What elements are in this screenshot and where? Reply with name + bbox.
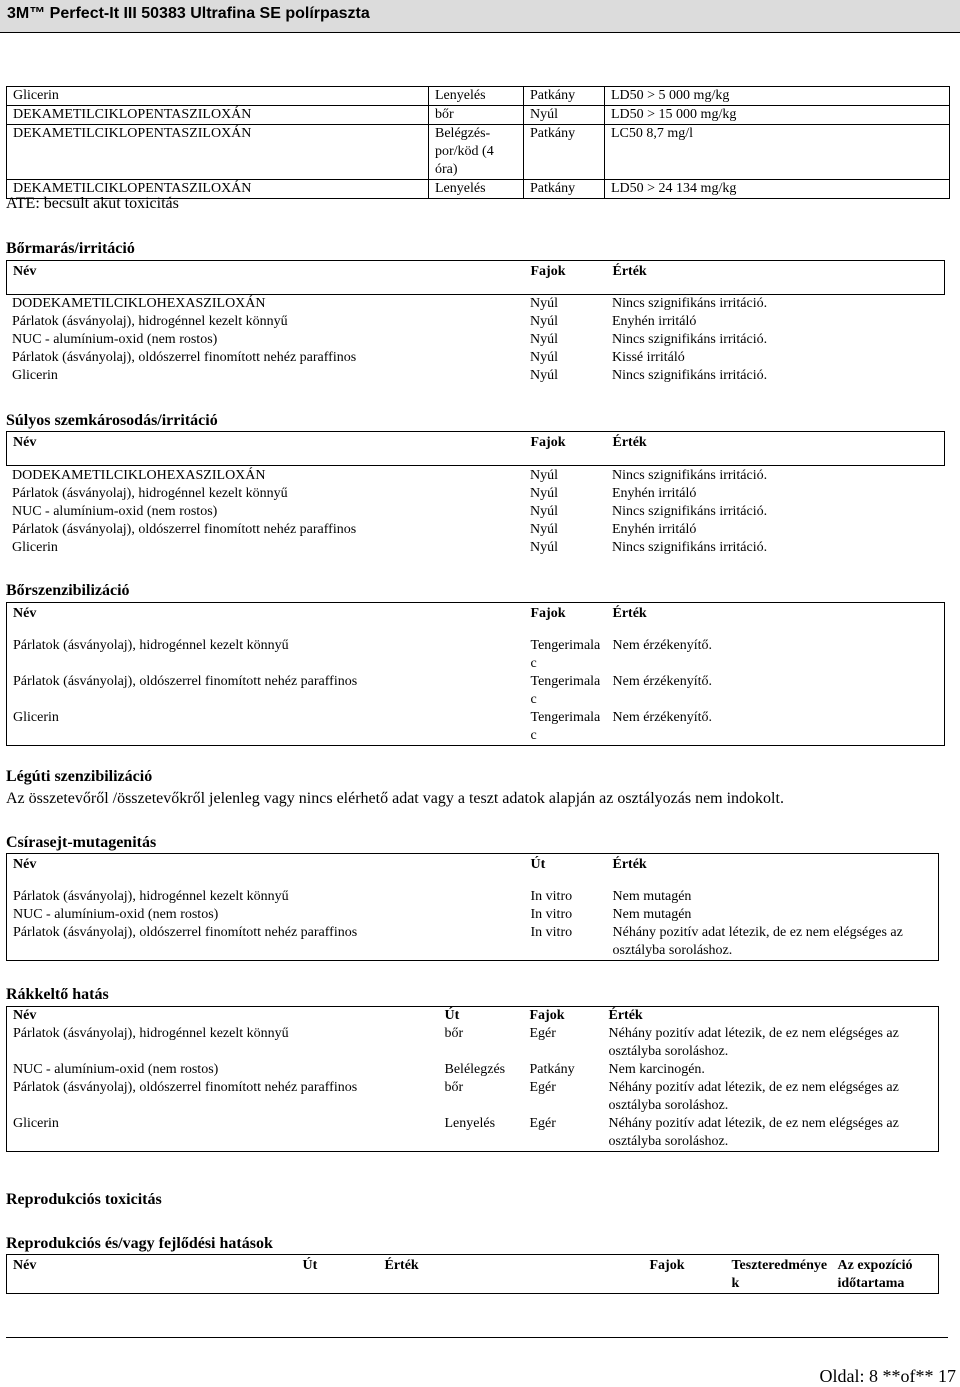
table-row (7, 906, 939, 924)
column-header: Út (302, 1258, 318, 1273)
species: Nyúl (530, 368, 558, 383)
value: Nem érzékenyítő. (612, 673, 713, 689)
route: In vitro (530, 924, 573, 940)
document-title: 3M™ Perfect-It III 50383 Ultrafina SE polírpaszta (7, 5, 370, 22)
acute-toxicity-table (6, 86, 950, 199)
section-title: Csírasejt-mutagenitás (6, 834, 157, 851)
table-row (7, 1025, 939, 1061)
column-header: Érték (612, 435, 647, 450)
value: Nem mutagén (612, 888, 692, 904)
species: Nyúl (530, 504, 558, 519)
value: Nincs szignifikáns irritáció. (612, 504, 768, 519)
table-row (6, 485, 944, 503)
species: Nyúl (530, 314, 558, 329)
species: Tengerimalac (530, 709, 601, 743)
column-header: Érték (612, 606, 647, 621)
route: Belélegzés (444, 1062, 506, 1077)
substance-name: NUC - alumínium-oxid (nem rostos) (13, 1062, 219, 1077)
table-header (7, 854, 939, 888)
substance-name: Glicerin (12, 368, 58, 383)
skin-irritation-table (6, 260, 945, 295)
species: Nyúl (530, 350, 558, 365)
table-header (7, 1007, 939, 1026)
table-row (6, 367, 944, 385)
table-row (7, 888, 939, 906)
table-row (7, 924, 939, 961)
value: Nincs szignifikáns irritáció. (612, 332, 768, 347)
substance-name: Párlatok (ásványolaj), oldószerrel finomított nehéz paraffinos (12, 522, 357, 537)
column-header: Név (13, 857, 37, 872)
table-row (7, 106, 950, 125)
species: Tengerimalac (530, 673, 601, 707)
table-row (7, 1061, 939, 1079)
eye-irritation-rows (6, 467, 944, 557)
table-row (6, 467, 944, 485)
value: LC50 8,7 mg/l (605, 125, 950, 180)
table-row (7, 1115, 939, 1152)
value: Nem karcinogén. (608, 1062, 705, 1077)
value: Nem mutagén (612, 906, 692, 922)
section-subtitle: Reprodukciós és/vagy fejlődési hatások (6, 1235, 273, 1252)
value: Nincs szignifikáns irritáció. (612, 468, 768, 483)
value: Enyhén irritáló (612, 314, 697, 329)
table-header (7, 432, 945, 466)
substance-name: Párlatok (ásványolaj), hidrogénnel kezelt könnyű (12, 486, 288, 501)
table-row (6, 313, 944, 331)
eye-irritation-table (6, 431, 945, 466)
species: Patkány (524, 180, 605, 199)
column-header: Teszteredmények (731, 1258, 828, 1291)
substance-name: Glicerin (7, 87, 429, 106)
respiratory-text: Az összetevőről /összetevőkről jelenleg vagy nincs elérhető adat vagy a teszt adatok alapján az osztályozás nem indokolt. (6, 790, 784, 807)
route: Lenyelés (429, 87, 524, 106)
route: In vitro (530, 906, 573, 922)
species: Egér (529, 1080, 556, 1095)
substance-name: DEKAMETILCIKLOPENTASZILOXÁN (7, 106, 429, 125)
substance-name: DEKAMETILCIKLOPENTASZILOXÁN (7, 180, 429, 199)
species: Nyúl (524, 106, 605, 125)
table-row (6, 503, 944, 521)
substance-name: Párlatok (ásványolaj), hidrogénnel kezelt könnyű (13, 1026, 289, 1041)
column-header: Fajok (530, 264, 566, 279)
route: bőr (429, 106, 524, 125)
value: LD50 > 5 000 mg/kg (605, 87, 950, 106)
substance-name: Glicerin (12, 540, 58, 555)
substance-name: Párlatok (ásványolaj), oldószerrel finomított nehéz paraffinos (12, 350, 357, 365)
column-header: Fajok (530, 606, 566, 621)
page-number: Oldal: 8 **of** 17 (819, 1366, 956, 1386)
table-row (7, 673, 945, 709)
section-title: Rákkeltő hatás (6, 986, 109, 1003)
route: Belégzés-por/köd (4 óra) (429, 125, 524, 180)
column-header: Név (13, 435, 37, 450)
route: Lenyelés (429, 180, 524, 199)
section-title: Súlyos szemkárosodás/irritáció (6, 412, 218, 429)
section-title: Bőrmarás/irritáció (6, 240, 135, 257)
value: Nem érzékenyítő. (612, 637, 713, 653)
footer-divider (6, 1337, 948, 1338)
column-header: Név (13, 606, 37, 621)
route: bőr (444, 1026, 464, 1041)
column-header: Érték (612, 264, 647, 279)
species: Nyúl (530, 486, 558, 501)
species: Tengerimalac (530, 637, 601, 671)
substance-name: DEKAMETILCIKLOPENTASZILOXÁN (7, 125, 429, 180)
species: Patkány (529, 1062, 575, 1077)
table-row (7, 709, 945, 746)
value: LD50 > 15 000 mg/kg (605, 106, 950, 125)
value: LD50 > 24 134 mg/kg (605, 180, 950, 199)
section-title: Bőrszenzibilizáció (6, 582, 130, 599)
substance-name: DODEKAMETILCIKLOHEXASZILOXÁN (12, 468, 266, 483)
table-row (7, 1079, 939, 1115)
column-header: Név (13, 264, 37, 279)
carcinogenicity-table (6, 1006, 939, 1152)
substance-name: NUC - alumínium-oxid (nem rostos) (12, 504, 218, 519)
value: Nincs szignifikáns irritáció. (612, 540, 768, 555)
table-header (7, 261, 945, 295)
table-row (6, 331, 944, 349)
column-header: Érték (608, 1008, 643, 1023)
value: Enyhén irritáló (612, 486, 697, 501)
value: Nincs szignifikáns irritáció. (612, 296, 768, 311)
mutagenicity-table (6, 853, 939, 961)
column-header: Út (530, 857, 546, 872)
route: In vitro (530, 888, 573, 904)
value: Néhány pozitív adat létezik, de ez nem elégséges az osztályba soroláshoz. (612, 924, 903, 958)
column-header: Fajok (649, 1258, 685, 1273)
value: Néhány pozitív adat létezik, de ez nem elégséges az osztályba soroláshoz. (608, 1116, 899, 1149)
route: bőr (444, 1080, 464, 1095)
species: Patkány (524, 125, 605, 180)
column-header: Név (13, 1258, 37, 1273)
value: Nem érzékenyítő. (612, 709, 713, 725)
ate-note: ATE: becsült akut toxicitás (6, 195, 179, 212)
substance-name: Glicerin (13, 1116, 59, 1131)
table-row (7, 637, 945, 673)
substance-name: Párlatok (ásványolaj), hidrogénnel kezelt könnyű (13, 637, 289, 653)
table-header (7, 1255, 939, 1294)
route: Lenyelés (444, 1116, 496, 1131)
table-row (6, 521, 944, 539)
document-header (0, 0, 960, 33)
skin-sensitization-table (6, 602, 945, 746)
table-row (6, 349, 944, 367)
value: Néhány pozitív adat létezik, de ez nem elégséges az osztályba soroláshoz. (608, 1080, 899, 1113)
column-header: Út (444, 1008, 460, 1023)
species: Patkány (524, 87, 605, 106)
value: Néhány pozitív adat létezik, de ez nem elégséges az osztályba soroláshoz. (608, 1026, 899, 1059)
column-header: Fajok (530, 435, 566, 450)
column-header: Érték (612, 857, 647, 872)
column-header: Érték (384, 1258, 419, 1273)
value: Kissé irritáló (612, 350, 685, 365)
value: Enyhén irritáló (612, 522, 697, 537)
substance-name: NUC - alumínium-oxid (nem rostos) (12, 332, 218, 347)
table-row (7, 87, 950, 106)
column-header: Név (13, 1008, 37, 1023)
species: Nyúl (530, 540, 558, 555)
species: Nyúl (530, 332, 558, 347)
species: Egér (529, 1026, 556, 1041)
section-title: Légúti szenzibilizáció (6, 768, 153, 785)
species: Nyúl (530, 468, 558, 483)
substance-name: DODEKAMETILCIKLOHEXASZILOXÁN (12, 296, 266, 311)
table-row (7, 125, 950, 180)
column-header: Az expozíció időtartama (837, 1258, 913, 1291)
table-row (6, 539, 944, 557)
substance-name: Párlatok (ásványolaj), hidrogénnel kezelt könnyű (13, 888, 289, 904)
species: Nyúl (530, 296, 558, 311)
species: Nyúl (530, 522, 558, 537)
substance-name: Párlatok (ásványolaj), oldószerrel finomított nehéz paraffinos (13, 924, 358, 940)
section-title: Reprodukciós toxicitás (6, 1191, 162, 1208)
substance-name: Párlatok (ásványolaj), hidrogénnel kezelt könnyű (12, 314, 288, 329)
table-row (6, 295, 944, 313)
substance-name: Glicerin (13, 709, 59, 725)
substance-name: Párlatok (ásványolaj), oldószerrel finomított nehéz paraffinos (13, 1080, 358, 1095)
value: Nincs szignifikáns irritáció. (612, 368, 768, 383)
substance-name: Párlatok (ásványolaj), oldószerrel finomított nehéz paraffinos (13, 673, 358, 689)
reproductive-table (6, 1254, 939, 1294)
table-header (7, 603, 945, 637)
substance-name: NUC - alumínium-oxid (nem rostos) (13, 906, 219, 922)
column-header: Fajok (529, 1008, 565, 1023)
species: Egér (529, 1116, 556, 1131)
skin-irritation-rows (6, 295, 944, 385)
